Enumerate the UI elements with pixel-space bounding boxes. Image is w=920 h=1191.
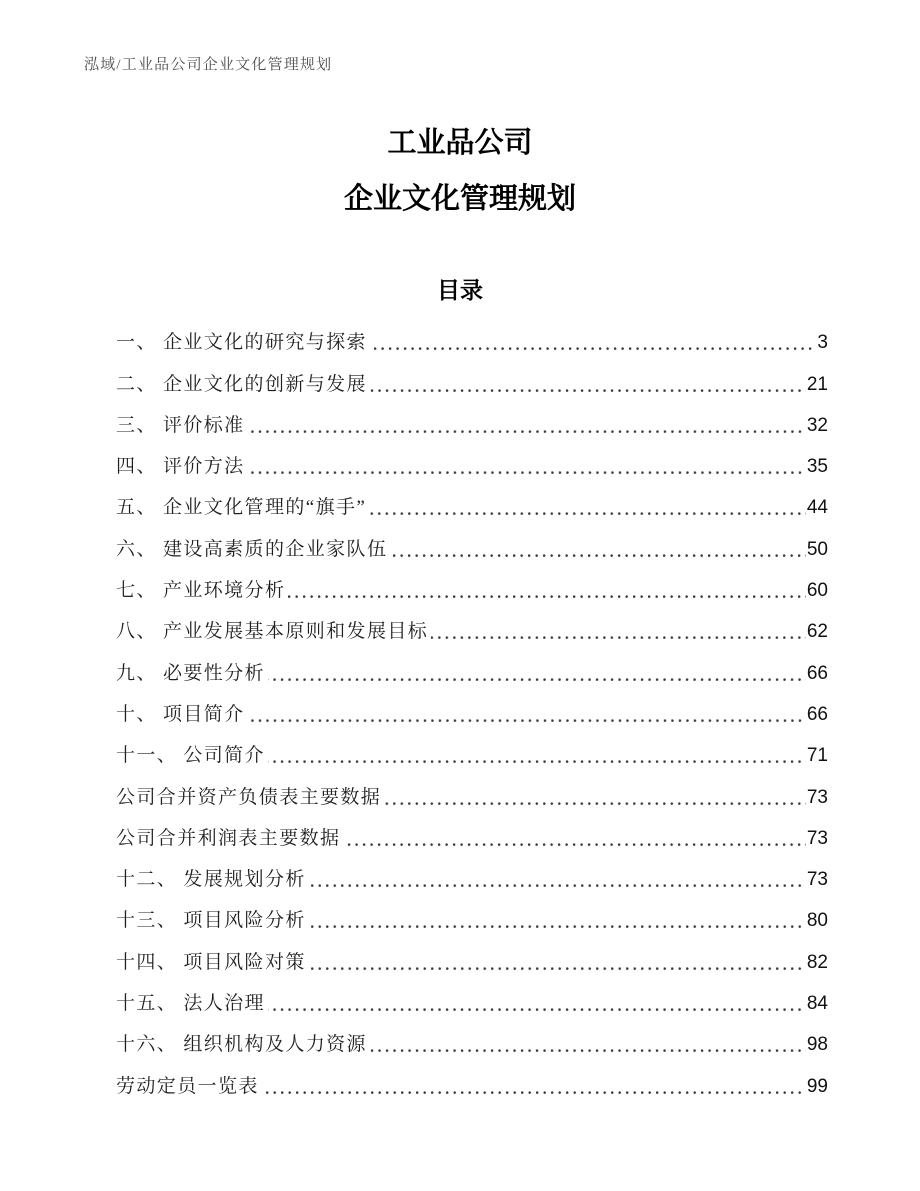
document-header: 泓域/工业品公司企业文化管理规划: [84, 57, 333, 73]
toc-dot-leader: [309, 925, 806, 928]
toc-item-label[interactable]: 公司合并资产负债表主要数据: [116, 786, 382, 808]
toc-item-label[interactable]: 十六、 组织机构及人力资源: [116, 1034, 367, 1056]
toc-item-page-number[interactable]: 98: [806, 1034, 828, 1056]
toc-item[interactable]: [116, 361, 828, 402]
toc-dot-leader: [370, 1049, 806, 1052]
toc-dot-leader: [370, 347, 816, 350]
toc-item-page-number[interactable]: 62: [806, 621, 828, 643]
toc-item-label[interactable]: 十、 项目简介: [116, 703, 245, 725]
toc-item-label[interactable]: 十一、 公司简介: [116, 745, 265, 767]
toc-item[interactable]: [116, 774, 828, 815]
toc-dot-leader: [268, 678, 806, 681]
toc-item[interactable]: [116, 1022, 828, 1063]
toc-item-page-number[interactable]: 3: [817, 332, 828, 354]
toc-dot-leader: [431, 636, 806, 639]
toc-list: [116, 320, 828, 1105]
toc-item[interactable]: [116, 1063, 828, 1104]
toc-dot-leader: [370, 389, 806, 392]
toc-item-label[interactable]: 五、 企业文化管理的“旗手”: [116, 497, 367, 519]
toc-item-label[interactable]: 二、 企业文化的创新与发展: [116, 373, 367, 395]
toc-item-page-number[interactable]: 99: [806, 1075, 828, 1097]
toc-dot-leader: [262, 1091, 806, 1094]
toc-item-page-number[interactable]: 80: [806, 910, 828, 932]
toc-item-page-number[interactable]: 66: [806, 703, 828, 725]
toc-item-label[interactable]: 七、 产业环境分析: [116, 580, 286, 602]
toc-item-page-number[interactable]: 21: [806, 373, 828, 395]
toc-item-label[interactable]: 九、 必要性分析: [116, 662, 265, 684]
toc-item-label[interactable]: 十四、 项目风险对策: [116, 951, 306, 973]
toc-item[interactable]: [116, 692, 828, 733]
toc-item[interactable]: [116, 609, 828, 650]
toc-dot-leader: [268, 1008, 806, 1011]
toc-item-page-number[interactable]: 73: [806, 869, 828, 891]
toc-item-page-number[interactable]: 35: [806, 456, 828, 478]
toc-dot-leader: [248, 719, 806, 722]
toc-item[interactable]: [116, 816, 828, 857]
toc-item[interactable]: [116, 733, 828, 774]
toc-item-label[interactable]: 八、 产业发展基本原则和发展目标: [116, 621, 429, 643]
toc-item-label[interactable]: 六、 建设高素质的企业家队伍: [116, 538, 388, 560]
toc-item-label[interactable]: 十三、 项目风险分析: [116, 910, 306, 932]
toc-item-page-number[interactable]: 71: [806, 745, 828, 767]
toc-item-label[interactable]: 公司合并利润表主要数据: [116, 827, 341, 849]
toc-item-label[interactable]: 一、 企业文化的研究与探索: [116, 332, 367, 354]
toc-item-label[interactable]: 劳动定员一览表: [116, 1075, 259, 1097]
toc-item-page-number[interactable]: 44: [806, 497, 828, 519]
toc-item-page-number[interactable]: 84: [806, 993, 828, 1015]
toc-item[interactable]: [116, 403, 828, 444]
toc-item-page-number[interactable]: 50: [806, 538, 828, 560]
toc-item-label[interactable]: 十二、 发展规划分析: [116, 869, 306, 891]
toc-item-page-number[interactable]: 73: [806, 827, 828, 849]
toc-heading: 目录: [437, 277, 483, 303]
toc-item[interactable]: [116, 320, 828, 361]
toc-dot-leader: [343, 843, 805, 846]
toc-dot-leader: [384, 802, 806, 805]
toc-item[interactable]: [116, 981, 828, 1022]
toc-item-page-number[interactable]: 32: [806, 414, 828, 436]
toc-item-page-number[interactable]: 73: [806, 786, 828, 808]
toc-item-page-number[interactable]: 60: [806, 580, 828, 602]
document-subtitle: 企业文化管理规划: [343, 183, 576, 215]
toc-dot-leader: [288, 595, 806, 598]
toc-dot-leader: [369, 512, 806, 515]
toc-item[interactable]: [116, 857, 828, 898]
toc-dot-leader: [268, 760, 806, 763]
toc-item-label[interactable]: 十五、 法人治理: [116, 993, 265, 1015]
toc-item[interactable]: [116, 568, 828, 609]
toc-dot-leader: [390, 554, 806, 557]
toc-item[interactable]: [116, 898, 828, 939]
toc-item[interactable]: [116, 485, 828, 526]
toc-dot-leader: [248, 430, 806, 433]
toc-dot-leader: [309, 884, 806, 887]
toc-item[interactable]: [116, 650, 828, 691]
toc-item[interactable]: [116, 444, 828, 485]
document-title: 工业品公司: [387, 127, 533, 159]
toc-item-page-number[interactable]: 66: [806, 662, 828, 684]
toc-item[interactable]: [116, 526, 828, 567]
toc-item-label[interactable]: 四、 评价方法: [116, 456, 245, 478]
toc-dot-leader: [309, 967, 806, 970]
toc-item-page-number[interactable]: 82: [806, 951, 828, 973]
toc-item[interactable]: [116, 939, 828, 980]
toc-dot-leader: [248, 471, 806, 474]
toc-item-label[interactable]: 三、 评价标准: [116, 414, 245, 436]
